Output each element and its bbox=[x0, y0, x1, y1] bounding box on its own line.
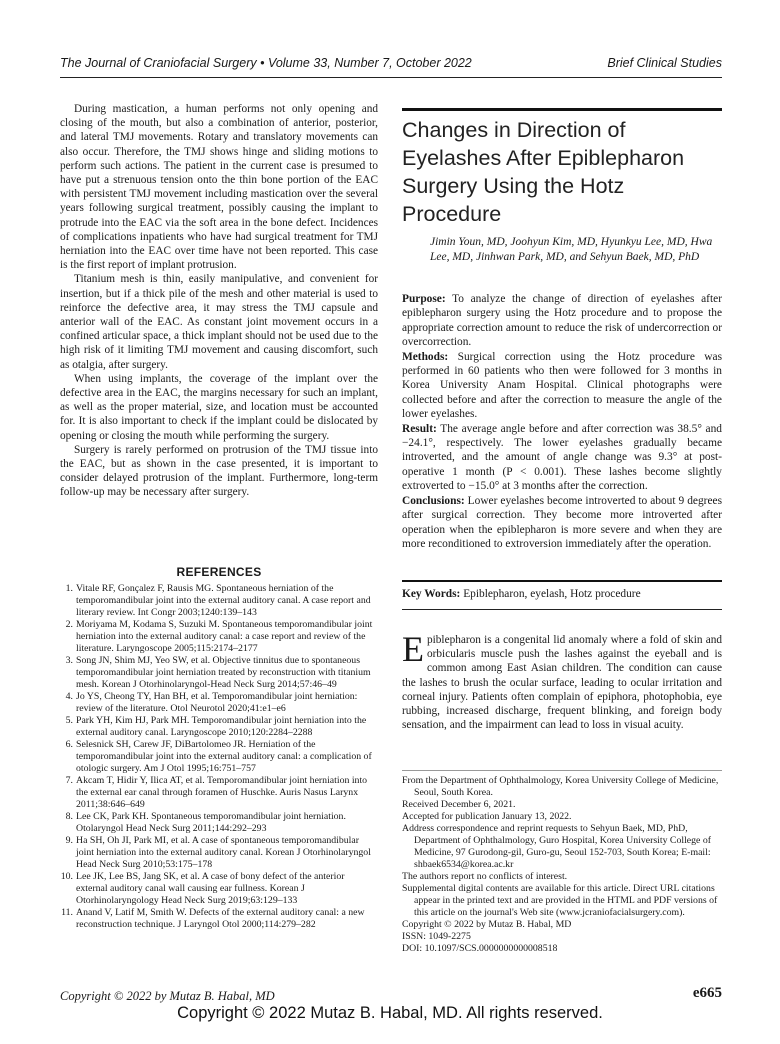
abstract-label: Methods: bbox=[402, 350, 449, 363]
copyright-watermark: Copyright © 2022 Mutaz B. Habal, MD. All rights reserved. bbox=[177, 1004, 603, 1022]
keywords-text: Epiblepharon, eyelash, Hotz procedure bbox=[463, 588, 641, 600]
author-list: Jimin Youn, MD, Joohyun Kim, MD, Hyunkyu Lee, MD, Hwa Lee, MD, Jinhwan Park, MD, and Sehyun Baek, MD, PhD bbox=[430, 236, 713, 263]
reference-text: Song JN, Shim MJ, Yeo SW, et al. Objective tinnitus due to spontaneous temporomandibular joint herniation treated by reconstruction with titanium mesh. Korean J Otorhinolaryngol-Head Neck Surg 2014;57:46–49 bbox=[76, 655, 371, 690]
body-paragraph: During mastication, a human performs not only opening and closing of the mouth, but also a combination of anterior, posterior, and lateral TMJ movements. Rotary and translatory movements can also occur. Therefore, the TMJ shows hinge and sliding motions to perform such actions. The patient in the current case is presumed to have put a strenuous tension onto the thin bone portion of the EAC with persistent TMJ movement including mastication over the several years following surgical treatment, possibly causing the implant to protrude into the EAC via the soft area in the bone defect. Incidences of complications inpatients who have had surgical treatment for TMJ herniation into the EAC over time have not been reported. This case is the first report of implant protrusion. bbox=[60, 103, 378, 272]
reference-text: Anand V, Latif M, Smith W. Defects of the external auditory canal: a new reconstruction technique. J Laryngol Otol 2000;114:279–282 bbox=[76, 907, 365, 930]
reference-item bbox=[60, 871, 378, 907]
reference-item bbox=[60, 655, 378, 691]
reference-item bbox=[60, 583, 378, 619]
keywords-label: Key Words: bbox=[402, 588, 461, 600]
reference-number: 1. bbox=[65, 583, 73, 594]
reference-number: 5. bbox=[65, 715, 73, 726]
affiliation-line: ISSN: 1049-2275 bbox=[402, 931, 471, 942]
reference-text: Selesnick SH, Carew JF, DiBartolomeo JR. Herniation of the temporomandibular joint into the external auditory canal: a complication of otologic surgery. Am J Otol 1995;16:751–757 bbox=[76, 739, 372, 774]
affiliation-line: Address correspondence and reprint requests to Sehyun Baek, MD, PhD, Department of Ophthalmology, Guro Hospital, Korea University College of Medicine, 97 Gurodong-gil, Guro-gu, Seoul 152-703, South Korea; E-mail: shbaek6534@korea.ac.kr bbox=[402, 823, 712, 870]
reference-text: Vitale RF, Gonçalez F, Rausis MG. Spontaneous herniation of the temporomandibular joint into the external auditory canal. A case report and literary review. Int Congr 2003;1240:139–143 bbox=[76, 583, 371, 618]
reference-text: Moriyama M, Kodama S, Suzuki M. Spontaneous temporomandibular joint herniation into the external auditory canal: a case report and review of the literature. Laryngoscope 2005;115:2174–2177 bbox=[76, 619, 373, 654]
drop-cap: E bbox=[402, 629, 424, 669]
abstract-label: Result: bbox=[402, 422, 437, 435]
abstract-label: Conclusions: bbox=[402, 494, 465, 507]
left-column-body bbox=[60, 102, 378, 500]
abstract-text: Lower eyelashes become introverted to about 9 degrees after surgical correction. They become more introverted after operation when the epiblepharon is more severe and when they are more reconditioned to extroversion immediately after the operation. bbox=[402, 494, 722, 550]
page-number: e665 bbox=[692, 985, 722, 1001]
affiliation-line: Received December 6, 2021. bbox=[402, 799, 516, 810]
reference-number: 7. bbox=[65, 775, 73, 786]
title-rule bbox=[402, 108, 722, 111]
reference-item bbox=[60, 691, 378, 715]
keywords-rule-top bbox=[402, 580, 722, 582]
references-heading: REFERENCES bbox=[176, 565, 262, 579]
affiliation-line: DOI: 10.1097/SCS.0000000000008518 bbox=[402, 943, 558, 954]
reference-item bbox=[60, 907, 378, 931]
reference-item bbox=[60, 715, 378, 739]
reference-number: 2. bbox=[65, 619, 73, 630]
body-paragraph: Titanium mesh is thin, easily manipulative, and convenient for insertion, but if a thick pile of the mesh and other material is used to reinforce the defective area, it may stress the TMJ capsule and anterior wall of the EAC. As constant joint movement occurs in a confined articular space, a thick implant should not be used due to the high risk of it limiting TMJ movement and causing discomfort, such as otalgia, after surgery. bbox=[60, 273, 378, 371]
reference-item bbox=[60, 619, 378, 655]
reference-item bbox=[60, 811, 378, 835]
affiliation-notes bbox=[402, 775, 722, 955]
body-paragraph: When using implants, the coverage of the implant over the defective area in the EAC, the margins necessary for such an implant, as well as the proper material, size, and location must be accounted for. It is also important to check if the implant could be dislocated by opening or closing the mouth while performing the surgery. bbox=[60, 372, 378, 442]
abstract-text: The average angle before and after correction was 38.5° and −24.1°, respectively. The lower eyelashes gradually became introverted, and the amount of angle change was 9.3° at post-operative 1 month (P < 0.001). These lashes become slightly extroverted to −15.0° at 3 months after the correction. bbox=[402, 422, 722, 493]
abstract-label: Purpose: bbox=[402, 293, 446, 305]
reference-list bbox=[60, 583, 378, 931]
abstract-conclusions bbox=[402, 494, 722, 552]
abstract-methods bbox=[402, 350, 722, 422]
affiliation-line: From the Department of Ophthalmology, Korea University College of Medicine, Seoul, South Korea. bbox=[402, 775, 719, 798]
abstract-text: Surgical correction using the Hotz procedure was performed in 60 patients who then were followed for 3 months in Korea University Anam Hospital. Clinical photographs were collected before and after the correction to measure the angle of the lower eyelashes. bbox=[402, 350, 722, 421]
footer-copyright: Copyright © 2022 by Mutaz B. Habal, MD bbox=[60, 989, 275, 1003]
reference-item bbox=[60, 775, 378, 811]
affiliation-line: Supplemental digital contents are available for this article. Direct URL citations appear in the printed text and are provided in the HTML and PDF versions of this article on the journal's Web site (www.jcraniofacialsurgery.com). bbox=[402, 883, 718, 918]
reference-number: 6. bbox=[65, 739, 73, 750]
header-rule bbox=[60, 77, 722, 78]
reference-item bbox=[60, 739, 378, 775]
keywords-rule-bottom bbox=[402, 609, 722, 610]
abstract-purpose bbox=[402, 292, 722, 350]
keywords bbox=[402, 587, 722, 601]
introduction-paragraph bbox=[402, 629, 722, 732]
reference-number: 11. bbox=[61, 907, 73, 918]
introduction-text: piblepharon is a congenital lid anomaly where a fold of skin and orbicularis muscle push the lashes against the eyeball and is common among East Asian children. The condition can cause the lashes to brush the ocular surface, leading to ocular irritation and corneal injury. Patients often complain of epiphora, photophobia, eye rubbing, increased discharge, frequent blinking, and foreign body sensation, and the impairment can lead to loss in visual acuity. bbox=[402, 634, 722, 732]
article-title: Changes in Direction of Eyelashes After Epiblepharon Surgery Using the Hotz Procedure bbox=[402, 118, 685, 226]
affiliation-line: Copyright © 2022 by Mutaz B. Habal, MD bbox=[402, 919, 572, 930]
body-paragraph: Surgery is rarely performed on protrusion of the TMJ tissue into the EAC, but as shown in the case presented, it is important to consider delayed protrusion of the implant. Furthermore, long-term follow-up may be necessary after surgery. bbox=[60, 443, 378, 499]
reference-number: 10. bbox=[60, 871, 73, 882]
affiliation-line: The authors report no conflicts of interest. bbox=[402, 871, 568, 882]
reference-text: Akcam T, Hidir Y, Ilica AT, et al. Temporomandibular joint herniation into the external ear canal through foramen of Huschke. Auris Nasus Larynx 2011;38:646–649 bbox=[76, 775, 368, 810]
affiliation-line: Accepted for publication January 13, 2022. bbox=[402, 811, 572, 822]
reference-number: 9. bbox=[65, 835, 73, 846]
abstract bbox=[402, 292, 722, 551]
running-header bbox=[60, 56, 722, 76]
reference-number: 4. bbox=[65, 691, 73, 702]
reference-text: Jo YS, Cheong TY, Han BH, et al. Temporomandibular joint herniation: review of the literature. Otol Neurotol 2020;41:e1–e6 bbox=[76, 691, 358, 714]
section-header: Brief Clinical Studies bbox=[607, 56, 722, 70]
reference-item bbox=[60, 835, 378, 871]
reference-text: Ha SH, Oh JI, Park MI, et al. A case of spontaneous temporomandibular joint herniation into the external auditory canal. Korean J Otorhinolaryngol Head Neck Surg 2010;53:175–178 bbox=[76, 835, 371, 870]
abstract-result bbox=[402, 422, 722, 494]
reference-number: 3. bbox=[65, 655, 73, 666]
reference-text: Lee CK, Park KH. Spontaneous temporomandibular joint herniation. Otolaryngol Head Neck Surg 2011;144:292–293 bbox=[76, 811, 346, 834]
abstract-text: To analyze the change of direction of eyelashes after epiblepharon surgery using the Hotz procedure and to propose the appropriate correction amount to reduce the risk of undercorrection or overcorrection. bbox=[402, 293, 722, 349]
affiliation-rule bbox=[402, 770, 722, 771]
reference-number: 8. bbox=[65, 811, 73, 822]
reference-text: Park YH, Kim HJ, Park MH. Temporomandibular joint herniation into the external auditory canal. Laryngoscope 2010;120:2284–2288 bbox=[76, 715, 367, 738]
reference-text: Lee JK, Lee BS, Jang SK, et al. A case of bony defect of the anterior external auditory canal wall causing ear fullness. Korean J Otorhinolaryngology Head Neck Surg 2019;63:129–133 bbox=[76, 871, 345, 906]
journal-header: The Journal of Craniofacial Surgery • Volume 33, Number 7, October 2022 bbox=[60, 56, 472, 70]
